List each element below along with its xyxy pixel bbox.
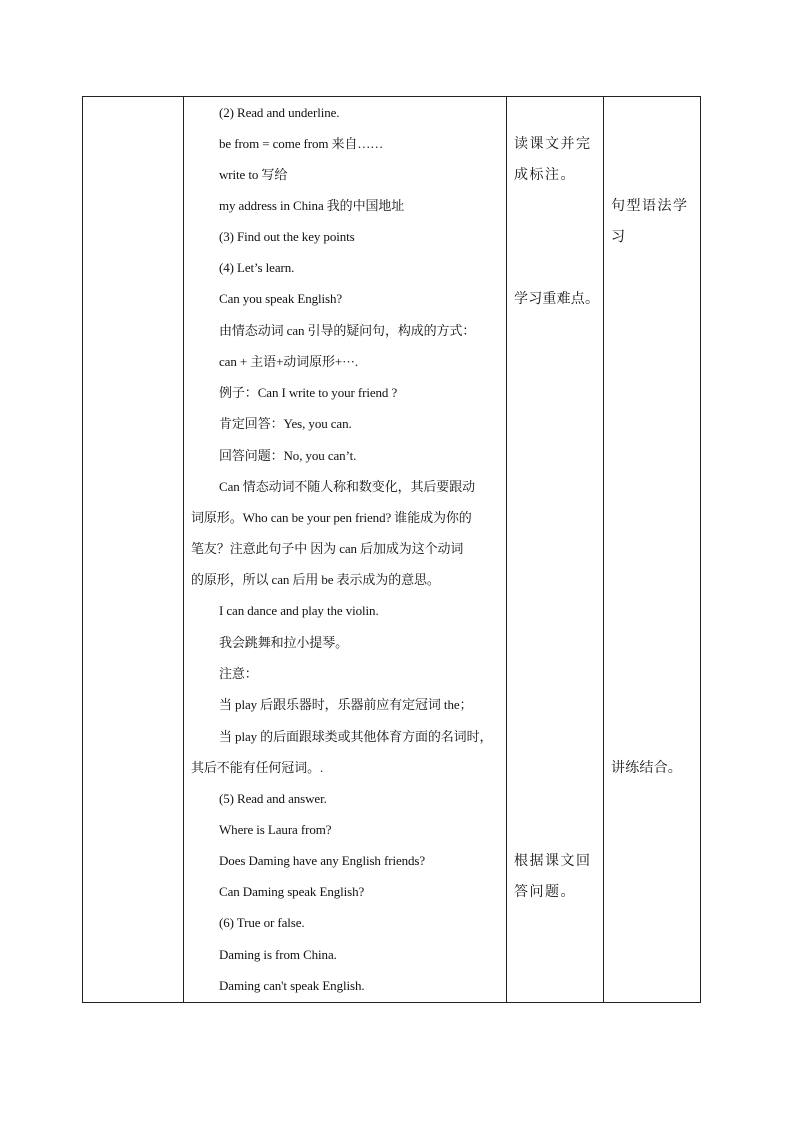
content-line-can-rule-2: 词原形。Who can be your pen friend? 谁能成为你的: [191, 510, 472, 525]
content-line-play-instrument: 当 play 后跟乐器时，乐器前应有定冠词 the；: [219, 697, 473, 712]
content-line-be-from: be from = come from 来自……: [219, 136, 384, 151]
content-line-daming-speak: Can Daming speak English?: [219, 884, 365, 899]
student-line-read-mark-2: 成标注。: [514, 168, 576, 183]
student-line-read-mark-1: 读课文并完: [514, 137, 592, 152]
teaching-content-cell: [184, 97, 507, 1003]
content-line-can-you-speak: Can you speak English?: [219, 291, 343, 306]
student-activity-cell: [507, 97, 604, 1003]
content-line-play-sport: 当 play 的后面跟球类或其他体育方面的名词时，: [219, 729, 493, 744]
content-line-dance-violin: I can dance and play the violin.: [219, 603, 379, 618]
content-line-my-address: my address in China 我的中国地址: [219, 198, 405, 213]
student-line-answer-1: 根据课文回: [514, 854, 592, 869]
design-intent-cell: [604, 97, 701, 1003]
lesson-plan-table: [82, 96, 701, 1003]
content-line-structure: can + 主语+动词原形+···.: [219, 354, 358, 369]
content-line-daming-china: Daming is from China.: [219, 947, 337, 962]
content-line-read-underline: (2) Read and underline.: [219, 105, 340, 120]
content-line-modal-question: 由情态动词 can 引导的疑问句，构成的方式：: [219, 323, 476, 338]
intent-line-grammar-2: 习: [611, 230, 627, 245]
content-line-write-to: write to 写给: [219, 167, 288, 182]
intent-line-practice: 讲练结合。: [611, 761, 682, 776]
content-line-example: 例子：Can I write to your friend ?: [219, 385, 398, 400]
content-line-can-rule-4: 的原形，所以 can 后用 be 表示成为的意思。: [191, 572, 440, 587]
content-line-where-laura: Where is Laura from?: [219, 822, 332, 837]
content-line-can-rule-3: 笔友？注意此句子中 因为 can 后加成为这个动词: [191, 541, 464, 556]
content-line-key-points: (3) Find out the key points: [219, 229, 355, 244]
student-line-key-difficult: 学习重难点。: [514, 292, 600, 307]
content-line-read-answer: (5) Read and answer.: [219, 791, 327, 806]
content-line-true-false: (6) True or false.: [219, 915, 305, 930]
content-line-dance-violin-cn: 我会跳舞和拉小提琴。: [219, 635, 349, 650]
content-line-note: 注意：: [219, 666, 258, 681]
content-line-daming-friends: Does Daming have any English friends?: [219, 853, 426, 868]
content-line-negative-answer: 回答问题：No, you can’t.: [219, 448, 357, 463]
content-line-can-rule-1: Can 情态动词不随人称和数变化，其后要跟动: [219, 479, 475, 494]
content-line-positive-answer: 肯定回答：Yes, you can.: [219, 416, 352, 431]
table-row: [83, 97, 701, 1003]
empty-left-cell: [83, 97, 184, 1003]
intent-line-grammar-1: 句型语法学: [611, 199, 689, 214]
content-line-daming-cant: Daming can't speak English.: [219, 978, 365, 993]
content-line-lets-learn: (4) Let’s learn.: [219, 260, 295, 275]
student-line-answer-2: 答问题。: [514, 885, 576, 900]
content-line-no-article: 其后不能有任何冠词。.: [191, 760, 324, 775]
